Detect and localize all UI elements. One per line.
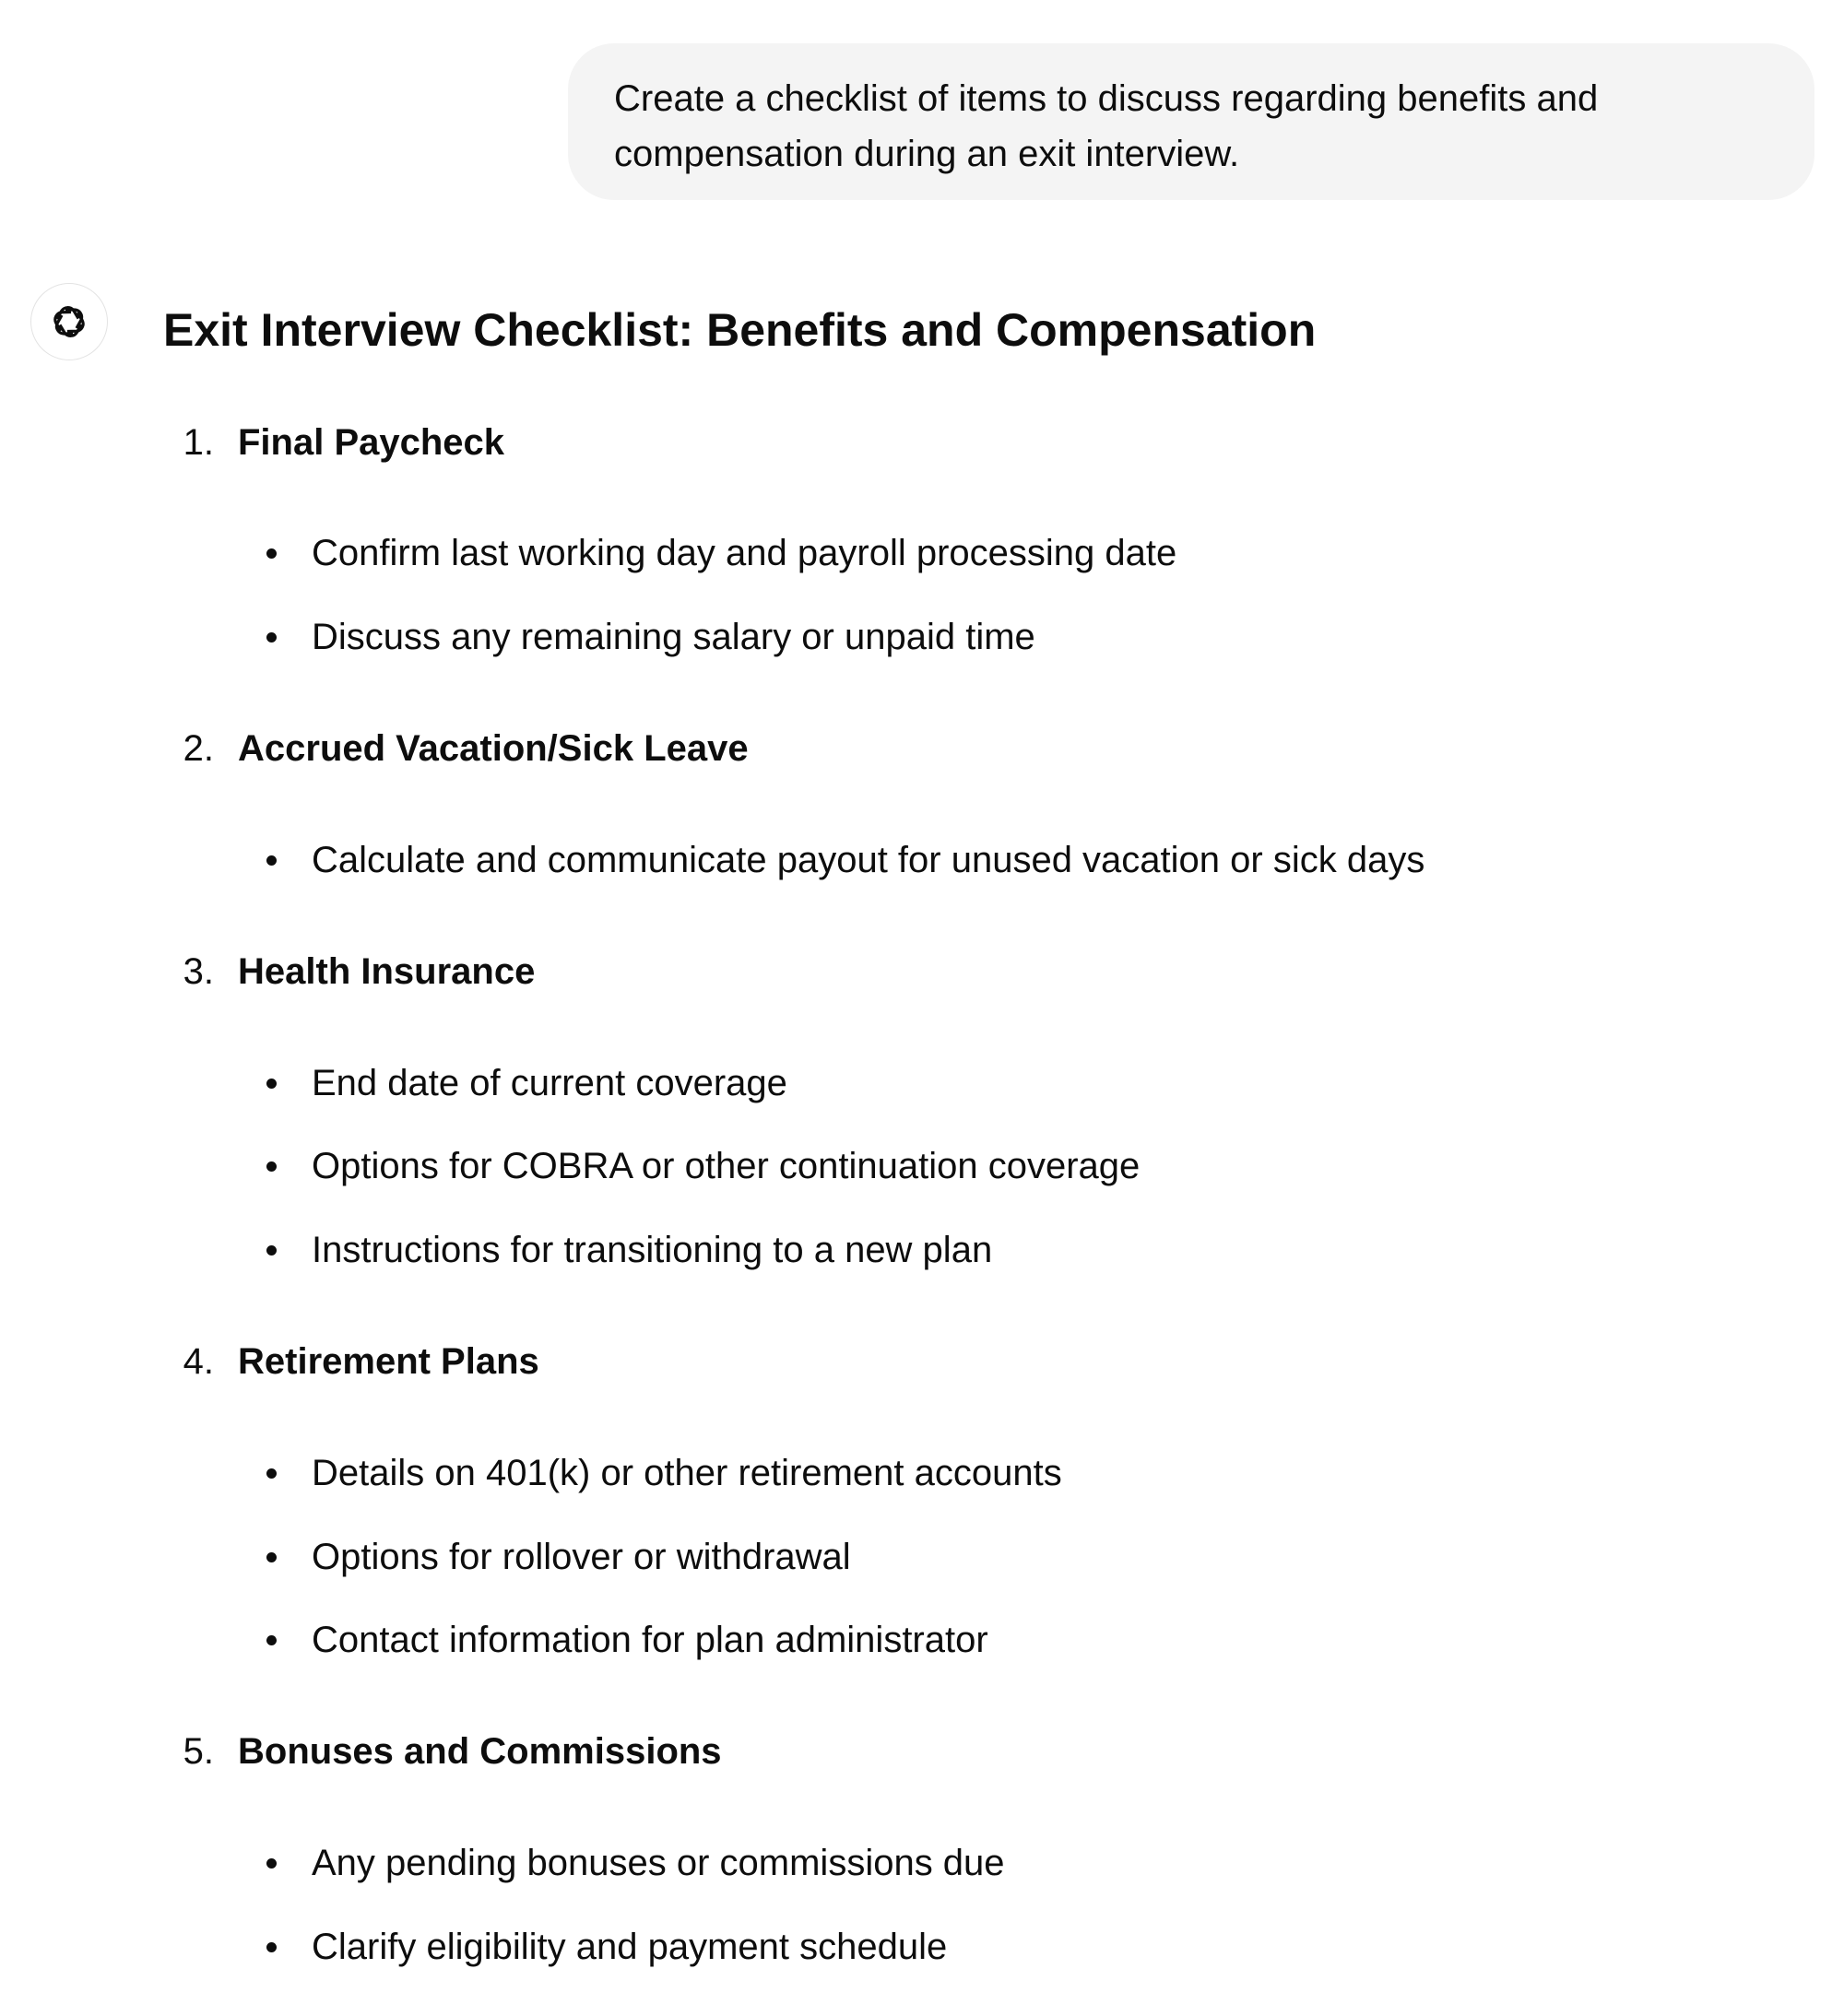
list-item-text: Instructions for transitioning to a new plan	[312, 1230, 993, 1270]
bullet-icon	[266, 1635, 277, 1645]
bullet-icon	[266, 1552, 277, 1562]
bullet-icon	[266, 1245, 277, 1256]
bullet-icon	[266, 1942, 277, 1952]
list-item-text: Confirm last working day and payroll processing date	[312, 533, 1177, 573]
bullet-icon	[266, 1079, 277, 1089]
list-item	[0, 1445, 1844, 1501]
list-item	[0, 525, 1844, 581]
bullet-icon	[266, 1161, 277, 1172]
list-item	[0, 609, 1844, 665]
bullet-icon	[266, 1468, 277, 1479]
section-title: Bonuses and Commissions	[238, 1731, 722, 1772]
user-message-bubble	[568, 43, 1814, 200]
list-item	[0, 832, 1844, 888]
list-item	[0, 1835, 1844, 1891]
list-item-text: Details on 401(k) or other retirement accounts	[312, 1453, 1062, 1493]
list-item-text: Options for COBRA or other continuation coverage	[312, 1146, 1141, 1186]
list-item-text: Contact information for plan administrator	[312, 1620, 988, 1660]
list-item-text: Any pending bonuses or commissions due	[312, 1843, 1005, 1883]
response-title: Exit Interview Checklist: Benefits and Compensation	[163, 304, 1317, 356]
list-item	[0, 1138, 1844, 1194]
list-item-text: Clarify eligibility and payment schedule	[312, 1927, 948, 1967]
assistant-avatar	[30, 283, 108, 360]
list-item-text: Discuss any remaining salary or unpaid time	[312, 617, 1035, 657]
bullet-icon	[266, 548, 277, 559]
list-item	[0, 1529, 1844, 1585]
section-title: Final Paycheck	[238, 422, 505, 463]
user-message-text: Create a checklist of items to discuss regarding benefits and compensation during an exit interview.	[614, 78, 1599, 174]
list-item-text: Options for rollover or withdrawal	[312, 1537, 851, 1577]
openai-logo-icon	[47, 300, 91, 344]
list-item-text: End date of current coverage	[312, 1063, 787, 1103]
section-title: Accrued Vacation/Sick Leave	[238, 728, 749, 769]
list-item	[0, 1055, 1844, 1111]
bullet-icon	[266, 632, 277, 643]
list-item-text: Calculate and communicate payout for unused vacation or sick days	[312, 840, 1425, 880]
list-item	[0, 1222, 1844, 1278]
bullet-icon	[266, 1858, 277, 1869]
section-title: Health Insurance	[238, 951, 536, 992]
bullet-icon	[266, 855, 277, 866]
list-item	[0, 1919, 1844, 1975]
section-title: Retirement Plans	[238, 1341, 539, 1382]
list-item	[0, 1612, 1844, 1668]
